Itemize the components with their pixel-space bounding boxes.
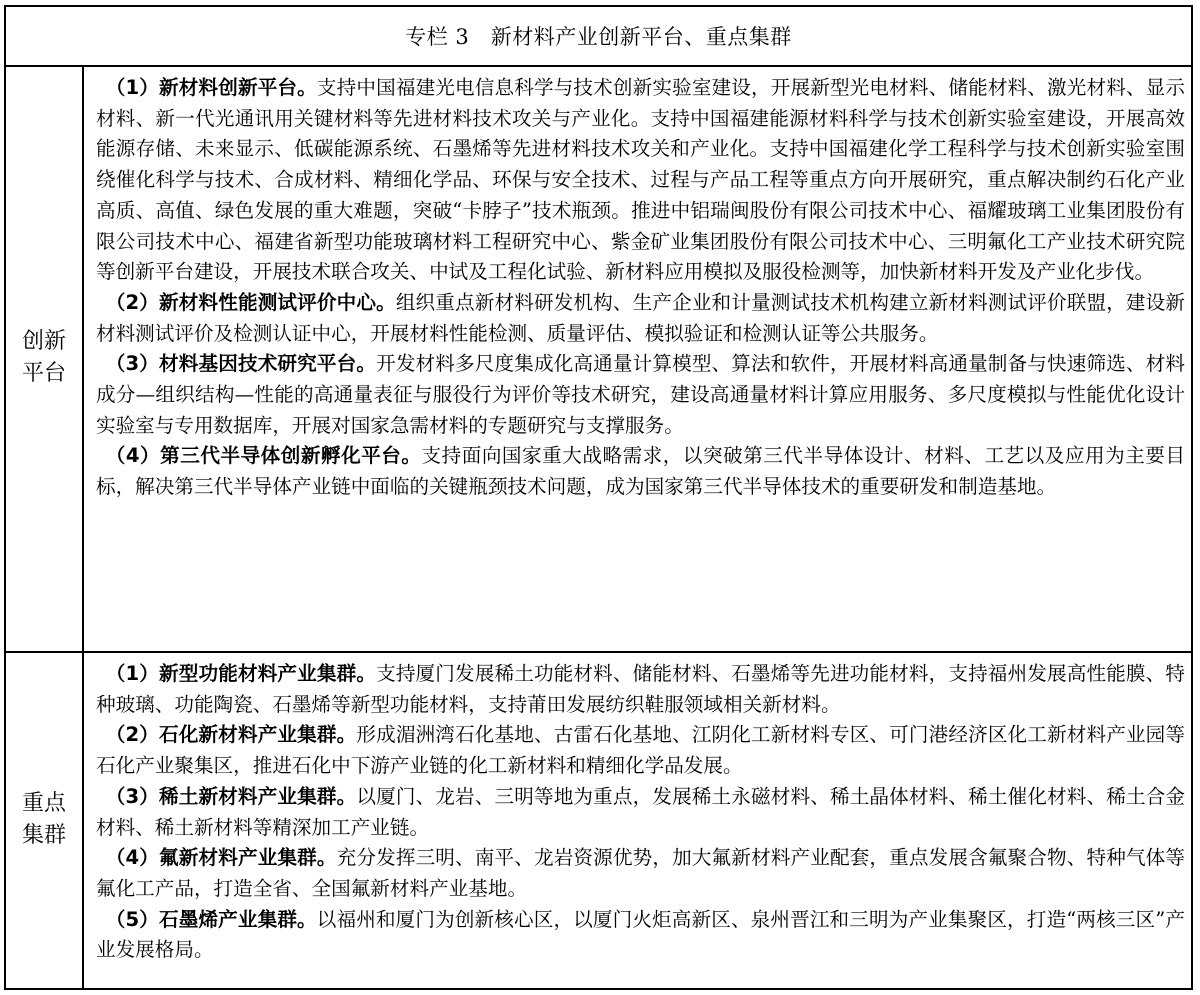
section-content	[84, 65, 1191, 651]
table-title	[6, 7, 1191, 67]
paragraph	[96, 720, 1185, 781]
paragraph-heading: （3）稀土新材料产业集群。	[105, 784, 357, 808]
paragraph-heading: （4）第三代半导体创新孵化平台。	[105, 444, 422, 468]
section-key-clusters	[6, 651, 1191, 988]
paragraph-heading: （1）新型功能材料产业集群。	[105, 662, 377, 685]
paragraph-body: 以厦门、龙岩、三明等地为重点，发展稀土永磁材料、稀土晶体材料、稀土催化材料、稀土合金材料、稀土新材料等精深加工产业链。	[96, 784, 1186, 839]
paragraph-heading: （2）新材料性能测试评价中心。	[105, 290, 396, 314]
paragraph-heading: （1）新材料创新平台。	[105, 76, 317, 99]
paragraph-body: 支持面向国家重大战略需求，以突破第三代半导体设计、材料、工艺以及应用为主要目标，解决第三代半导体产业链中面临的关键瓶颈技术问题，成为国家第三代半导体技术的重要研发和制造基地。	[96, 444, 1185, 499]
paragraph-heading: （2）石化新材料产业集群。	[105, 723, 357, 747]
paragraph-heading: （3）材料基因技术研究平台。	[105, 352, 377, 376]
paragraph	[96, 782, 1185, 843]
paragraph-body: 充分发挥三明、南平、龙岩资源优势，加大氟新材料产业配套，重点发展含氟聚合物、特种气体等氟化工产品，打造全省、全国氟新材料产业基地。	[96, 846, 1186, 900]
paragraph	[96, 441, 1185, 502]
paragraph-body: 形成湄洲湾石化基地、古雷石化基地、江阴化工新材料专区、可门港经济区化工新材料产业园等石化产业聚集区，推进石化中下游产业链的化工新材料和精细化学品发展。	[96, 723, 1186, 778]
section-content	[84, 651, 1191, 988]
paragraph	[96, 288, 1185, 349]
paragraph	[96, 905, 1185, 966]
section-label-cell	[6, 65, 84, 651]
section-label: 创新平台	[21, 329, 66, 386]
section-label: 重点集群	[21, 790, 66, 848]
paragraph-body: 支持厦门发展稀土功能材料、储能材料、石墨烯等先进功能材料，支持福州发展高性能膜、特种玻璃、功能陶瓷、石墨烯等新型功能材料，支持莆田发展纺织鞋服领域相关新材料。	[96, 662, 1185, 716]
paragraph	[96, 659, 1185, 720]
paragraph-heading: （4）氟新材料产业集群。	[105, 846, 337, 870]
paragraph	[96, 73, 1185, 288]
paragraph-heading: （5）石墨烯产业集群。	[105, 907, 317, 931]
paragraph	[96, 843, 1185, 904]
paragraph-body: 组织重点新材料研发机构、生产企业和计量测试技术机构建立新材料测试评价联盟，建设新材料测试评价及检测认证中心，开展材料性能检测、质量评估、模拟验证和检测认证等公共服务。	[96, 290, 1185, 345]
section-innovation-platform	[6, 65, 1191, 653]
paragraph-body: 以福州和厦门为创新核心区，以厦门火炬高新区、泉州晋江和三明为产业集聚区，打造“两核三区”产业发展格局。	[96, 907, 1185, 962]
paragraph-body: 开发材料多尺度集成化高通量计算模型、算法和软件，开展材料高通量制备与快速筛选、材料成分—组织结构—性能的高通量表征与服役行为评价等技术研究，建设高通量材料计算应用服务、多尺度模拟与性能优化设计实验室与专用数据库，开展对国家急需材料的专题研究与支撑服务。	[96, 352, 1185, 437]
table-title-text: 专栏 3 新材料产业创新平台、重点集群	[405, 25, 792, 49]
feature-box-table	[4, 5, 1193, 990]
paragraph	[96, 349, 1185, 441]
paragraph-body: 支持中国福建光电信息科学与技术创新实验室建设，开展新型光电材料、储能材料、激光材料、显示材料、新一代光通讯用关键材料等先进材料技术攻关与产业化。支持中国福建能源材料科学与技术创新实验室建设，开展高效能源存储、未来显示、低碳能源系统、石墨烯等先进材料技术攻关和产业化。支持中国福建化学工程科学与技术创新实验室围绕催化科学与技术、合成材料、精细化学品、环保与安全技术、过程与产品工程等重点方向开展研究，重点解决制约石化产业高质、高值、绿色发展的重大难题，突破“卡脖子”技术瓶颈。推进中铝瑞闽股份有限公司技术中心、福耀玻璃工业集团股份有限公司技术中心、福建省新型功能玻璃材料工程研究中心、紫金矿业集团股份有限公司技术中心、三明氟化工产业技术研究院等创新平台建设，开展技术联合攻关、中试及工程化试验、新材料应用模拟及服役检测等，加快新材料开发及产业化步伐。	[96, 76, 1186, 284]
section-label-cell	[6, 651, 84, 988]
